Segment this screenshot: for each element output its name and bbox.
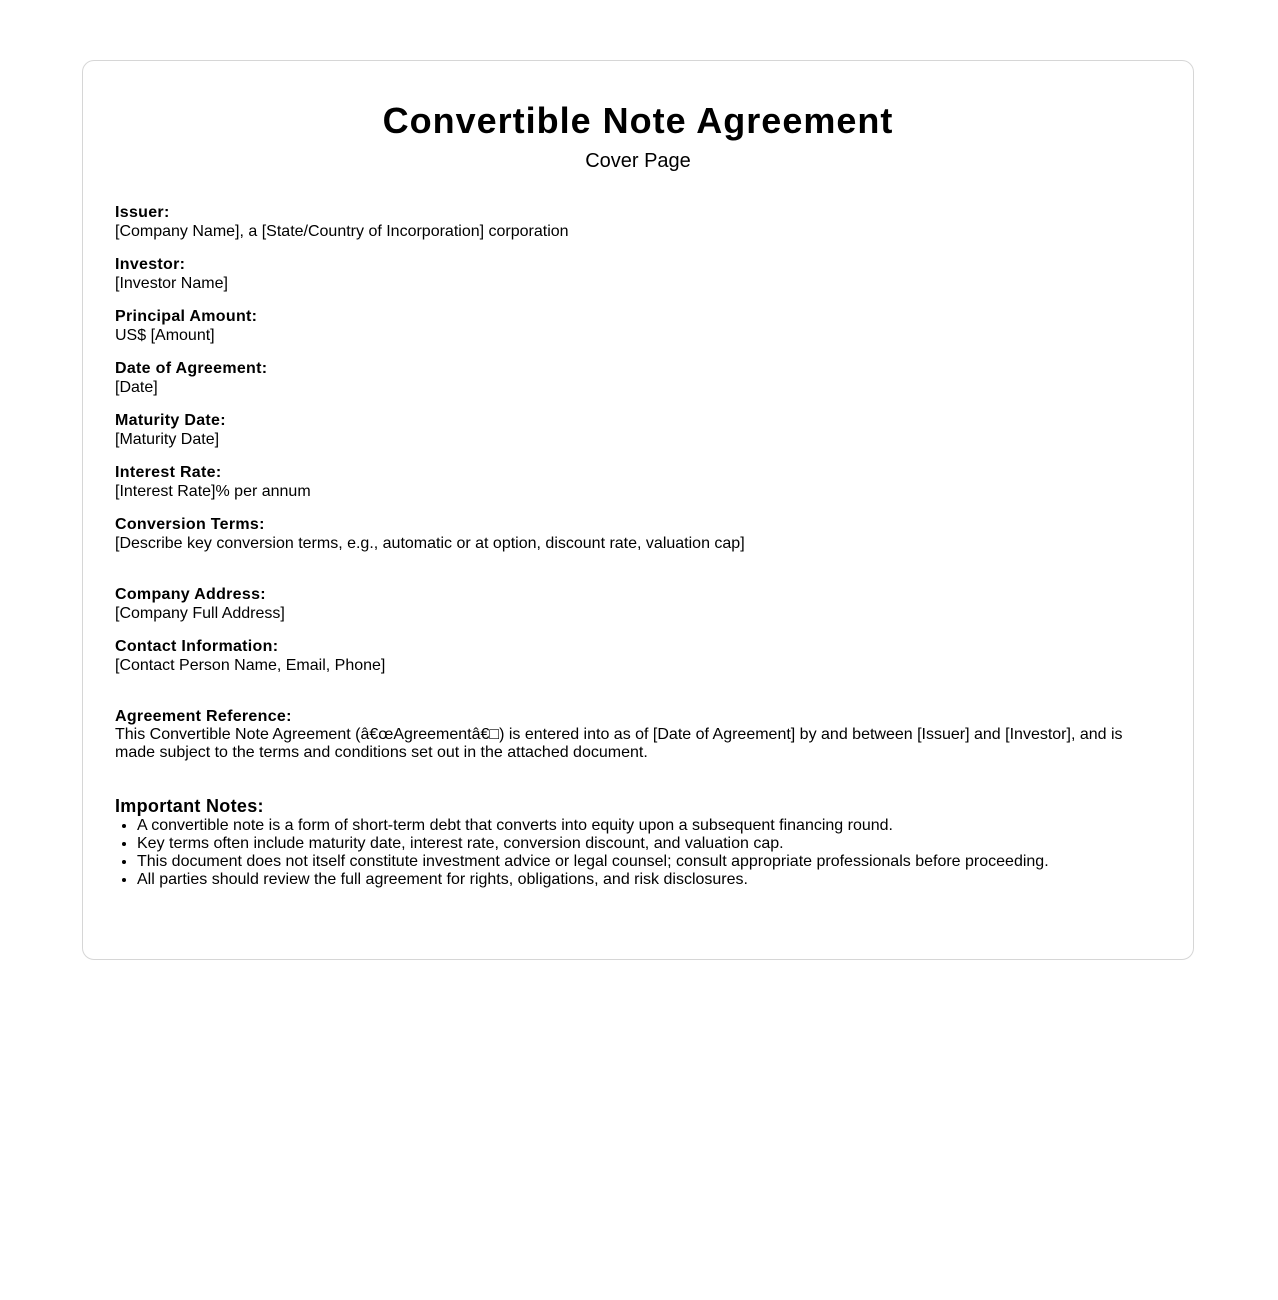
- field-issuer: [115, 203, 1165, 241]
- document-card: [82, 60, 1194, 960]
- field-label: Conversion Terms:: [115, 516, 265, 533]
- reference-text: This Convertible Note Agreement (â€œAgreementâ€□) is entered into as of [Date of Agreement] by and between [Issuer] and [Investor], and is made subject to the terms and conditions set out in the attached document.: [115, 726, 1123, 761]
- section-spacer: [115, 567, 1165, 585]
- list-item: • All parties should review the full agreement for rights, obligations, and risk disclosures.: [137, 871, 1165, 889]
- list-item: • Key terms often include maturity date, interest rate, conversion discount, and valuation cap.: [137, 835, 1165, 853]
- field-conversion-terms: [115, 515, 1165, 553]
- field-value: [Maturity Date]: [115, 431, 220, 448]
- field-interest-rate: [115, 463, 1165, 501]
- field-value: [Describe key conversion terms, e.g., automatic or at option, discount rate, valuation cap]: [115, 535, 745, 552]
- document-title: Convertible Note Agreement: [382, 100, 894, 141]
- field-label: Maturity Date:: [115, 412, 226, 429]
- field-investor: [115, 255, 1165, 293]
- field-label: Issuer:: [115, 204, 170, 221]
- notes-title: Important Notes:: [115, 796, 264, 816]
- reference-label: Agreement Reference:: [115, 708, 292, 725]
- field-list: [115, 203, 1165, 689]
- field-value: US$ [Amount]: [115, 327, 215, 344]
- document-subtitle: Cover Page: [585, 150, 691, 172]
- field-value: [Contact Person Name, Email, Phone]: [115, 657, 386, 674]
- field-company-address: [115, 585, 1165, 623]
- list-item: • A convertible note is a form of short-term debt that converts into equity upon a subsequent financing round.: [137, 817, 1165, 835]
- field-value: [Interest Rate]% per annum: [115, 483, 311, 500]
- field-value: [Company Full Address]: [115, 605, 285, 622]
- field-value: [Company Name], a [State/Country of Incorporation] corporation: [115, 223, 569, 240]
- field-label: Investor:: [115, 256, 186, 273]
- field-label: Interest Rate:: [115, 464, 222, 481]
- field-label: Contact Information:: [115, 638, 279, 655]
- field-maturity-date: [115, 411, 1165, 449]
- field-label: Principal Amount:: [115, 308, 258, 325]
- agreement-reference: [115, 707, 1165, 762]
- field-value: [Date]: [115, 379, 158, 396]
- field-value: [Investor Name]: [115, 275, 228, 292]
- notes-list: [115, 817, 1165, 889]
- important-notes: [115, 795, 1165, 889]
- field-label: Date of Agreement:: [115, 360, 268, 377]
- field-principal-amount: [115, 307, 1165, 345]
- field-label: Company Address:: [115, 586, 266, 603]
- list-item: • This document does not itself constitute investment advice or legal counsel; consult appropriate professionals before proceeding.: [137, 853, 1165, 871]
- field-contact-information: [115, 637, 1165, 675]
- field-date-of-agreement: [115, 359, 1165, 397]
